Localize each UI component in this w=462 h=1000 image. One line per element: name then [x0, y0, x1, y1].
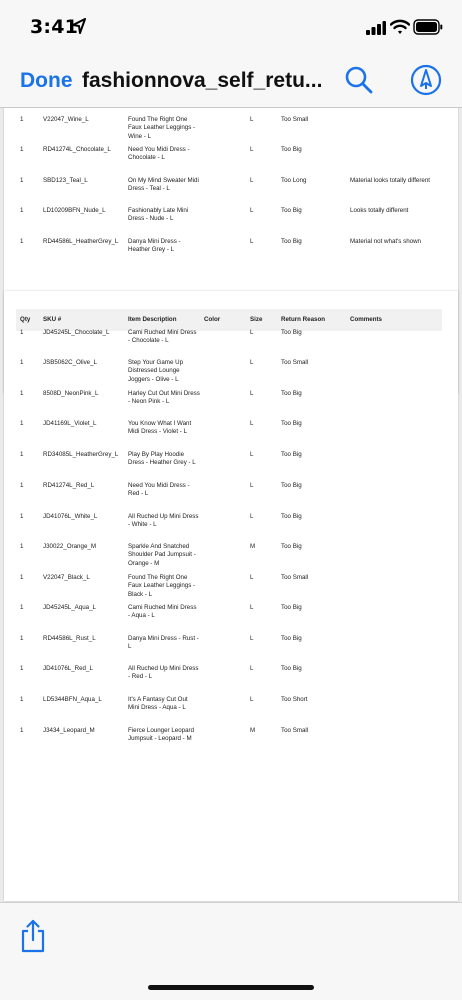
wifi-icon	[390, 19, 410, 35]
header-color: Color	[204, 316, 221, 323]
cell-size: L	[250, 207, 254, 214]
cell-qty: 1	[20, 116, 24, 123]
cell-return-reason: Too Big	[281, 665, 302, 672]
cell-sku: RD41274L_Red_L	[43, 482, 95, 489]
cell-sku: JD41169L_Violet_L	[43, 420, 97, 427]
cell-qty: 1	[20, 696, 24, 703]
cell-qty: 1	[20, 543, 24, 550]
cell-return-reason: Too Small	[281, 359, 309, 366]
cell-return-reason: Too Big	[281, 420, 302, 427]
cell-size: L	[250, 696, 254, 703]
cell-comments: Material not what's shown	[350, 238, 421, 245]
cell-return-reason: Too Big	[281, 146, 302, 153]
cell-size: L	[250, 238, 254, 245]
cell-qty: 1	[20, 513, 24, 520]
cell-return-reason: Too Big	[281, 390, 302, 397]
cell-description: Found The Right One Faux Leather Leggings - Wine - L	[128, 116, 196, 140]
cell-sku: JD45245L_Aqua_L	[43, 604, 96, 611]
pdf-page-2	[4, 291, 458, 901]
cell-description: All Ruched Up Mini Dress - Red - L	[128, 665, 199, 681]
cell-qty: 1	[20, 420, 24, 427]
cell-size: L	[250, 177, 254, 184]
cell-description: It's A Fantasy Cut Out Mini Dress - Aqua - L	[128, 696, 188, 712]
cell-sku: LD5344BFN_Aqua_L	[43, 696, 102, 703]
cell-sku: V22047_Black_L	[43, 574, 90, 581]
search-icon[interactable]	[344, 65, 374, 95]
cell-description: Need You Midi Dress - Chocolate - L	[128, 146, 190, 162]
cell-sku: JD45245L_Chocolate_L	[43, 329, 110, 336]
cell-size: L	[250, 482, 254, 489]
cell-size: L	[250, 116, 254, 123]
cell-qty: 1	[20, 635, 24, 642]
cell-return-reason: Too Small	[281, 116, 309, 123]
cell-return-reason: Too Big	[281, 635, 302, 642]
cell-size: L	[250, 146, 254, 153]
header-description: Item Description	[128, 316, 177, 323]
cell-description: Need You Midi Dress - Red - L	[128, 482, 190, 498]
cell-qty: 1	[20, 665, 24, 672]
cell-return-reason: Too Big	[281, 543, 302, 550]
cell-description: Sparkle And Snatched Shoulder Pad Jumpsuit - Orange - M	[128, 543, 196, 567]
cell-description: Fashionably Late Mini Dress - Nude - L	[128, 207, 189, 223]
cell-qty: 1	[20, 604, 24, 611]
document-title: fashionnova_self_retu...	[82, 69, 323, 92]
cell-return-reason: Too Big	[281, 207, 302, 214]
cell-return-reason: Too Big	[281, 329, 302, 336]
cell-sku: LD10209BFN_Nude_L	[43, 207, 106, 214]
cell-qty: 1	[20, 727, 24, 734]
cell-size: L	[250, 359, 254, 366]
cell-sku: JD41076L_White_L	[43, 513, 98, 520]
cell-sku: SBD123_Teal_L	[43, 177, 88, 184]
header-qty: Qty	[20, 316, 31, 323]
cell-sku: RD34085L_HeatherGrey_L	[43, 451, 119, 458]
cell-comments: Material looks totally different	[350, 177, 431, 184]
cell-size: L	[250, 574, 254, 581]
cell-qty: 1	[20, 451, 24, 458]
cell-description: All Ruched Up Mini Dress - White - L	[128, 513, 199, 529]
header-size: Size	[250, 316, 263, 323]
navigation-bar	[0, 56, 462, 108]
header-sku: SKU #	[43, 316, 62, 323]
table-header	[16, 309, 442, 331]
status-time: 3:41	[30, 16, 79, 38]
markup-icon[interactable]	[410, 64, 442, 96]
cell-description: Cami Ruched Mini Dress - Aqua - L	[128, 604, 197, 620]
cell-description: Play By Play Hoodie Dress - Heather Grey - L	[128, 451, 196, 467]
cell-description: You Know What I Want Midi Dress - Violet - L	[128, 420, 192, 436]
cell-description: Danya Mini Dress - Heather Grey - L	[128, 238, 181, 254]
header-comments: Comments	[350, 316, 382, 323]
cell-sku: JD41076L_Red_L	[43, 665, 93, 672]
cell-size: M	[250, 543, 256, 550]
cell-qty: 1	[20, 238, 24, 245]
battery-icon	[413, 19, 443, 35]
cell-qty: 1	[20, 390, 24, 397]
cell-description: Fierce Lounger Leopard Jumpsuit - Leopard - M	[128, 727, 195, 743]
cell-qty: 1	[20, 482, 24, 489]
header-return-reason: Return Reason	[281, 316, 326, 323]
cell-description: Cami Ruched Mini Dress - Chocolate - L	[128, 329, 197, 345]
document-viewer[interactable]	[0, 108, 462, 902]
cell-description: Found The Right One Faux Leather Leggings - Black - L	[128, 574, 196, 598]
cell-sku: JSB5062C_Olive_L	[43, 359, 98, 366]
status-bar	[0, 0, 462, 56]
cell-size: L	[250, 604, 254, 611]
cell-sku: J3434_Leopard_M	[43, 727, 95, 734]
cell-return-reason: Too Long	[281, 177, 307, 184]
cell-qty: 1	[20, 329, 24, 336]
cell-sku: J30022_Orange_M	[43, 543, 96, 550]
cell-return-reason: Too Big	[281, 238, 302, 245]
cell-size: L	[250, 451, 254, 458]
cell-sku: V22047_Wine_L	[43, 116, 89, 123]
cell-size: L	[250, 665, 254, 672]
cell-return-reason: Too Small	[281, 574, 309, 581]
cell-sku: RD44586L_Rust_L	[43, 635, 96, 642]
cell-size: L	[250, 635, 254, 642]
share-icon[interactable]	[20, 919, 46, 953]
bottom-toolbar	[0, 902, 462, 1000]
cell-return-reason: Too Big	[281, 513, 302, 520]
done-button[interactable]: Done	[20, 69, 73, 92]
cell-qty: 1	[20, 574, 24, 581]
cell-description: Danya Mini Dress - Rust - L	[128, 635, 199, 651]
cell-qty: 1	[20, 359, 24, 366]
cell-size: L	[250, 513, 254, 520]
home-indicator[interactable]	[148, 985, 314, 990]
cell-qty: 1	[20, 146, 24, 153]
signal-icon	[366, 21, 386, 35]
cell-sku: 8508D_NeonPink_L	[43, 390, 99, 397]
cell-qty: 1	[20, 177, 24, 184]
cell-description: Harley Cut Out Mini Dress - Neon Pink - L	[128, 390, 200, 406]
cell-size: L	[250, 420, 254, 427]
cell-size: M	[250, 727, 256, 734]
cell-return-reason: Too Big	[281, 482, 302, 489]
cell-description: Step Your Game Up Distressed Lounge Joggers - Olive - L	[128, 359, 184, 383]
cell-return-reason: Too Big	[281, 451, 302, 458]
cell-comments: Looks totally different	[350, 207, 409, 214]
cell-sku: RD41274L_Chocolate_L	[43, 146, 111, 153]
location-arrow-icon	[72, 18, 86, 34]
cell-sku: RD44586L_HeatherGrey_L	[43, 238, 119, 245]
cell-return-reason: Too Small	[281, 727, 309, 734]
cell-description: On My Mind Sweater Midi Dress - Teal - L	[128, 177, 199, 193]
cell-return-reason: Too Big	[281, 604, 302, 611]
cell-size: L	[250, 390, 254, 397]
cell-size: L	[250, 329, 254, 336]
cell-qty: 1	[20, 207, 24, 214]
cell-return-reason: Too Short	[281, 696, 308, 703]
